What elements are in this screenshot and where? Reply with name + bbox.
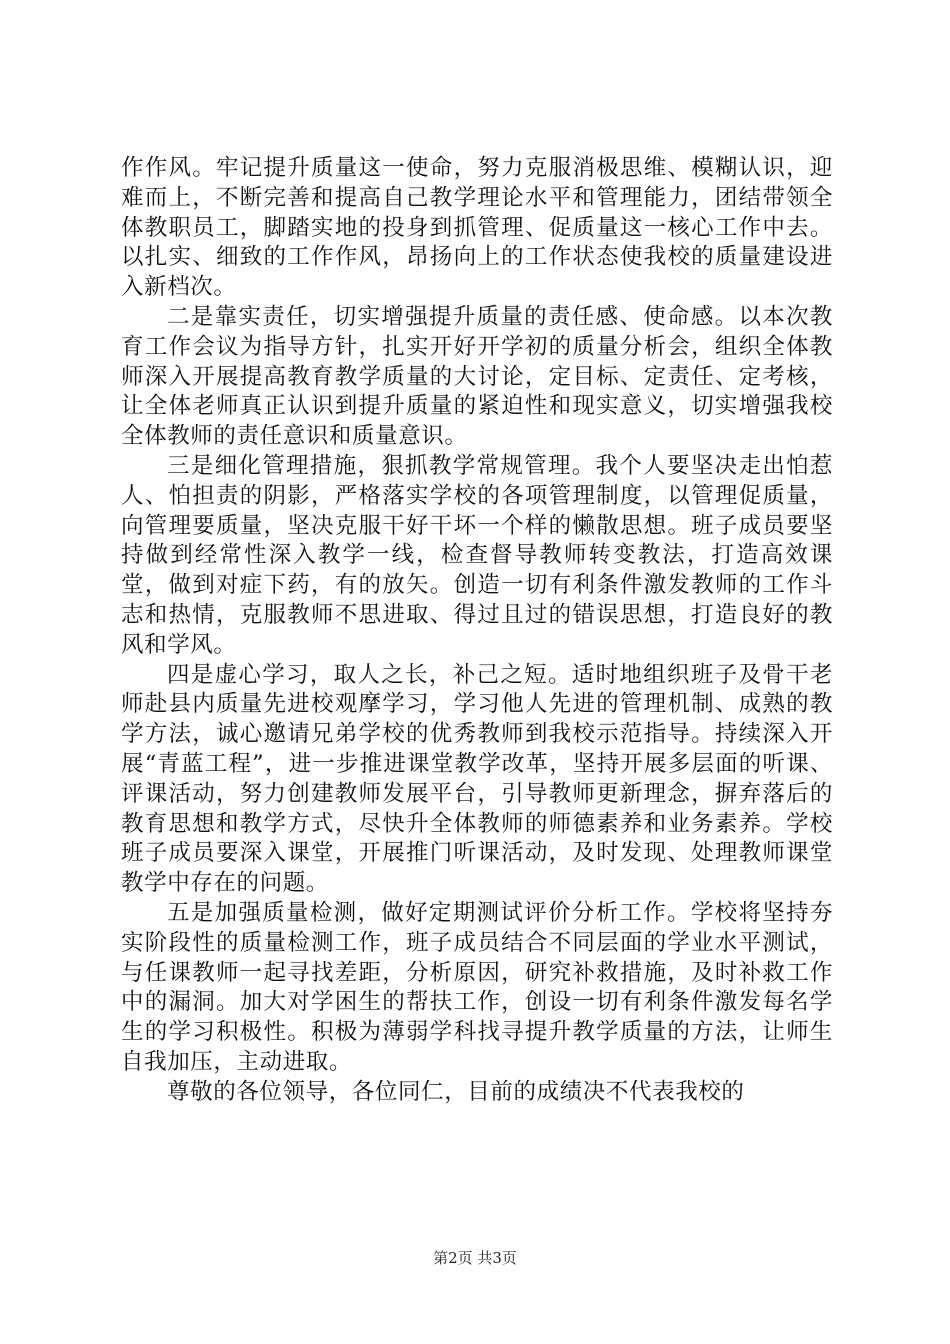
paragraph: 四是虚心学习，取人之长，补己之短。适时地组织班子及骨干老师赴县内质量先进校观摩学习，学习他人先进的管理机制、成熟的教学方法，诚心邀请兄弟学校的优秀教师到我校示范指导。持续深入开展“青蓝工程”，进一步推进课堂教学改革，坚持开展多层面的听课、评课活动，努力创建教师发展平台，引导教师更新理念，摒弃落后的教育思想和教学方式，尽快升全体教师的师德素养和业务素养。学校班子成员要深入课堂，开展推门听课活动，及时发现、处理教师课堂教学中存在的问题。	[121, 661, 833, 897]
paragraph: 尊敬的各位领导，各位同仁，目前的成绩决不代表我校的	[167, 1078, 745, 1105]
page-footer: 第2页 共3页	[433, 1249, 517, 1267]
paragraph: 五是加强质量检测，做好定期测试评价分析工作。学校将坚持夯实阶段性的质量检测工作，班子成员结合不同层面的学业水平测试，与任课教师一起寻找差距，分析原因，研究补救措施，及时补救工作中的漏洞。加大对学困生的帮扶工作，创设一切有利条件激发每名学生的学习积极性。积极为薄弱学科找寻提升教学质量的方法，让师生自我加压，主动进取。	[121, 899, 833, 1075]
paragraph: 二是靠实责任，切实增强提升质量的责任感、使命感。以本次教育工作会议为指导方针，扎实开好开学初的质量分析会，组织全体教师深入开展提高教育教学质量的大讨论，定目标、定责任、定考核，让全体老师真正认识到提升质量的紧迫性和现实意义，切实增强我校全体教师的责任意识和质量意识。	[121, 303, 833, 450]
paragraph: 作作风。牢记提升质量这一使命，努力克服消极思维、模糊认识，迎难而上，不断完善和提高自己教学理论水平和管理能力，团结带领全体教职员工，脚踏实地的投身到抓管理、促质量这一核心工作中去。以扎实、细致的工作作风，昂扬向上的工作状态使我校的质量建设进入新档次。	[121, 155, 833, 301]
paragraph: 三是细化管理措施，狠抓教学常规管理。我个人要坚决走出怕惹人、怕担责的阴影，严格落实学校的各项管理制度，以管理促质量，向管理要质量，坚决克服干好干坏一个样的懒散思想。班子成员要坚持做到经常性深入教学一线，检查督导教师转变教法，打造高效课堂，做到对症下药，有的放矢。创造一切有利条件激发教师的工作斗志和热情，克服教师不思进取、得过且过的错误思想，打造良好的教风和学风。	[121, 452, 833, 658]
document-body	[121, 154, 833, 1108]
